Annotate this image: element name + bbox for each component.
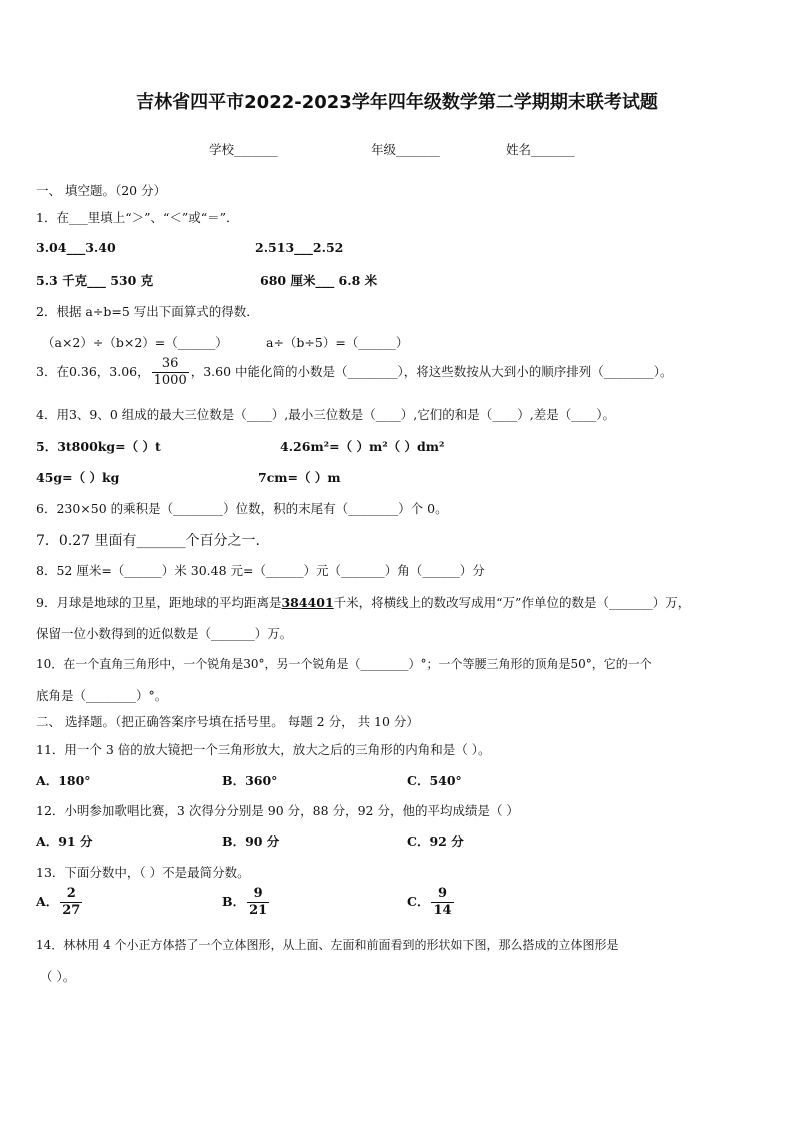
q11-text: 11．用一个 3 倍的放大镜把一个三角形放大，放大之后的三角形的内角和是（ ）。 — [36, 742, 491, 757]
q13-b-denominator: 21 — [249, 903, 268, 918]
q13-c-numerator: 9 — [437, 886, 448, 901]
grade-field: 年级_______ — [371, 142, 440, 157]
q9-line1 — [36, 593, 690, 611]
q14-line2: （ ）。 — [40, 969, 76, 984]
q1-item-a: 3.04___3.40 — [36, 240, 116, 255]
page-title: 吉林省四平市2022-2023学年四年级数学第二学期期末联考试题 — [136, 92, 658, 113]
q12-option-a: A．91 分 — [36, 834, 93, 849]
q13-option-a — [36, 886, 84, 919]
school-field: 学校_______ — [209, 142, 278, 157]
q12-option-c: C．92 分 — [407, 834, 464, 849]
q13-option-b — [222, 886, 271, 919]
q9-underlined-number: 384401 — [281, 595, 334, 610]
q2-item-a: （a×2）÷（b×2）=（______） — [42, 335, 228, 350]
q10-line1: 10．在一个直角三角形中，一个锐角是30°，另一个锐角是（________）°；一个等腰三角形的顶角是50°，它的一个 — [36, 657, 652, 671]
q13-option-c — [407, 886, 456, 919]
q12-option-b: B．90 分 — [222, 834, 280, 849]
q13-option-b-fraction — [247, 886, 269, 919]
q11-option-c: C．540° — [407, 773, 462, 788]
section2-header: 二、 选择题。（把正确答案序号填在括号里。 每题 2 分， 共 10 分） — [36, 714, 419, 729]
q13-a-denominator: 27 — [62, 903, 81, 918]
q13-option-a-label: A． — [36, 894, 59, 909]
q3-fraction — [152, 356, 189, 389]
q5-item-d: 7cm=（ ）m — [258, 470, 341, 485]
q8-text: 8．52 厘米=（______）米 30.48 元=（______）元（_______）角（______）分 — [36, 563, 485, 578]
q13-b-numerator: 9 — [253, 886, 263, 901]
q11-option-b: B．360° — [222, 773, 278, 788]
q9-line1-end: 千米，将横线上的数改写成用“万”作单位的数是（_______）万， — [333, 595, 691, 610]
q14-line1: 14．林林用 4 个小正方体搭了一个立体图形，从上面、左面和前面看到的形状如下图，那么搭成的立体图形是 — [36, 938, 619, 952]
q5-item-b: 4.26m²=（ ）m²（ ）dm² — [280, 439, 445, 454]
q3-suffix: ，3.60 中能化简的小数是（________），将这些数按从大到小的顺序排列（________）。 — [190, 364, 673, 379]
q12-text: 12．小明参加歌唱比赛，3 次得分分别是 90 分，88 分，92 分，他的平均成绩是（ ） — [36, 803, 519, 818]
q3-prefix: 3．在0.36，3.06， — [36, 364, 150, 379]
q5-item-c: 45g=（ ）kg — [36, 470, 120, 485]
q13-option-c-fraction — [431, 886, 453, 919]
q1-item-d: 680 厘米___ 6.8 米 — [260, 273, 378, 288]
q3-fraction-numerator: 36 — [161, 356, 179, 371]
q5-item-a: 5．3t800kg=（ ）t — [36, 439, 161, 454]
q3-line — [36, 356, 673, 389]
q13-option-b-label: B． — [222, 894, 246, 909]
q9-line2: 保留一位小数得到的近似数是（_______）万。 — [36, 626, 293, 641]
q13-option-c-label: C． — [407, 894, 430, 909]
q3-fraction-denominator: 1000 — [153, 373, 187, 388]
q1-item-b: 2.513___2.52 — [255, 240, 344, 255]
name-field: 姓名_______ — [506, 142, 575, 157]
q9-line1-start: 9．月球是地球的卫星，距地球的平均距离是 — [36, 595, 282, 610]
q1-text: 1．在___里填上“＞”、“＜”或“＝”． — [36, 210, 239, 225]
section1-header: 一、 填空题。（20 分） — [36, 183, 167, 198]
q1-item-c: 5.3 千克___ 530 克 — [36, 273, 154, 288]
q13-option-a-fraction — [60, 886, 82, 919]
q10-line2: 底角是（________）°。 — [36, 688, 168, 703]
q13-c-denominator: 14 — [433, 903, 452, 918]
q13-text: 13．下面分数中，（ ）不是最简分数。 — [36, 865, 250, 880]
q7-text: 7．0.27 里面有_______个百分之一. — [36, 533, 260, 549]
q2-item-b: a÷（b÷5）=（______） — [266, 335, 409, 350]
q13-a-numerator: 2 — [66, 886, 76, 901]
q2-text: 2．根据 a÷b=5 写出下面算式的得数． — [36, 304, 259, 319]
q6-text: 6．230×50 的乘积是（________）位数，积的末尾有（________）个 0。 — [36, 501, 448, 516]
q11-option-a: A．180° — [36, 773, 91, 788]
q4-text: 4．用3、9、0 组成的最大三位数是（____）,最小三位数是（____）,它们的和是（____）,差是（____）。 — [36, 407, 615, 422]
